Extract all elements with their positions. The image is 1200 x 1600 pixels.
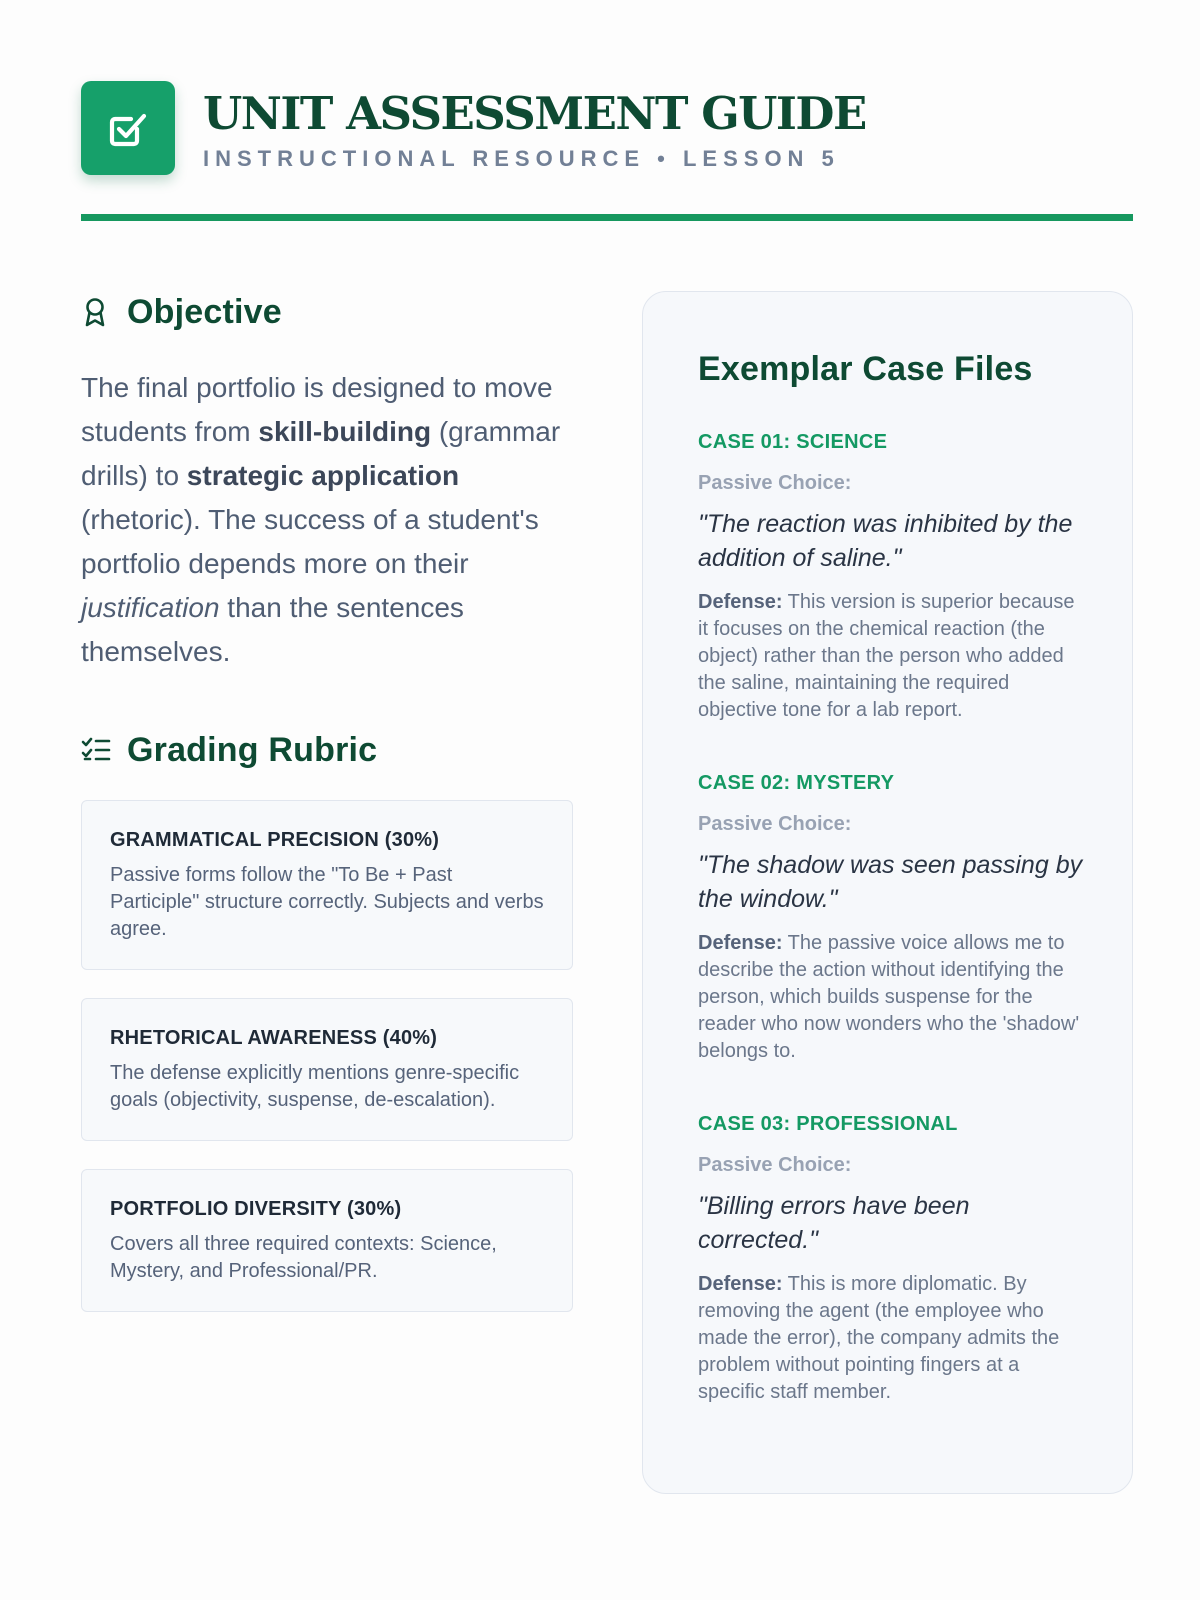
- defense-text: The passive voice allows me to describe the action without identifying the person, which builds suspense for the reader who now wonders who the 'shadow' belongs to.: [698, 932, 1080, 1062]
- case-defense: [698, 1271, 1084, 1406]
- defense-label: Defense:: [698, 591, 783, 613]
- rubric-heading-label: Grading Rubric: [127, 730, 378, 769]
- case-files-panel: [642, 291, 1133, 1494]
- passive-choice-label: Passive Choice:: [698, 1154, 852, 1176]
- case-quote: "Billing errors have been corrected.": [698, 1192, 970, 1254]
- case-quote: "The shadow was seen passing by the window.": [698, 851, 1083, 913]
- title-block: [203, 84, 866, 172]
- rubric-list: [81, 800, 575, 1312]
- case-label: CASE 03: PROFESSIONAL: [698, 1113, 958, 1135]
- page-subtitle: INSTRUCTIONAL RESOURCE • LESSON 5: [203, 146, 840, 171]
- objective-text-segment: than the sentences themselves.: [81, 592, 464, 667]
- defense-text: This version is superior because it focuses on the chemical reaction (the object) rather than the person who added the saline, maintaining the required objective tone for a lab report.: [698, 591, 1075, 721]
- objective-italic: justification: [81, 592, 220, 623]
- case-defense: [698, 589, 1084, 724]
- objective-emphasis: skill-building: [258, 416, 432, 447]
- defense-label: Defense:: [698, 932, 783, 954]
- header-divider: [81, 214, 1133, 221]
- rubric-card: [81, 800, 573, 970]
- page-title: UNIT ASSESSMENT GUIDE: [203, 87, 866, 140]
- passive-choice-label: Passive Choice:: [698, 813, 852, 835]
- document-header: [81, 81, 1132, 175]
- award-ribbon-icon: [81, 296, 113, 328]
- objective-heading-label: Objective: [127, 292, 282, 331]
- rubric-card-title: GRAMMATICAL PRECISION (30%): [110, 829, 440, 851]
- rubric-card-description: The defense explicitly mentions genre-specific goals (objectivity, suspense, de-escalation).: [110, 1062, 520, 1111]
- objective-text-segment: The final portfolio is designed to move students from: [81, 372, 553, 447]
- rubric-card-description: Covers all three required contexts: Science, Mystery, and Professional/PR.: [110, 1233, 497, 1282]
- defense-text: This is more diplomatic. By removing the agent (the employee who made the error), the company admits the problem without pointing fingers at a specific staff member.: [698, 1273, 1060, 1403]
- case-defense: [698, 930, 1084, 1065]
- case-label: CASE 02: MYSTERY: [698, 772, 895, 794]
- objective-emphasis: strategic application: [186, 460, 460, 491]
- checkbox-icon: [81, 81, 175, 175]
- passive-choice-label: Passive Choice:: [698, 472, 852, 494]
- case-files-heading: Exemplar Case Files: [698, 350, 1033, 388]
- case-label: CASE 01: SCIENCE: [698, 431, 888, 453]
- defense-label: Defense:: [698, 1273, 783, 1295]
- case-file: [698, 431, 1084, 724]
- rubric-card-title: RHETORICAL AWARENESS (40%): [110, 1027, 438, 1049]
- rubric-card-description: Passive forms follow the "To Be + Past Participle" structure correctly. Subjects and verbs agree.: [110, 864, 544, 940]
- left-column: [81, 292, 575, 1312]
- rubric-heading: [81, 730, 575, 770]
- case-file: [698, 772, 1084, 1065]
- objective-heading: [81, 292, 575, 332]
- case-quote: "The reaction was inhibited by the addition of saline.": [698, 510, 1073, 572]
- rubric-card: [81, 998, 573, 1141]
- checklist-icon: [81, 734, 113, 766]
- rubric-card: [81, 1169, 573, 1312]
- rubric-card-title: PORTFOLIO DIVERSITY (30%): [110, 1198, 402, 1220]
- objective-text-segment: (rhetoric). The success of a student's portfolio depends more on their: [81, 504, 539, 579]
- case-file: [698, 1113, 1084, 1406]
- objective-text-segment: (grammar drills) to: [81, 416, 561, 491]
- objective-paragraph: [81, 366, 575, 674]
